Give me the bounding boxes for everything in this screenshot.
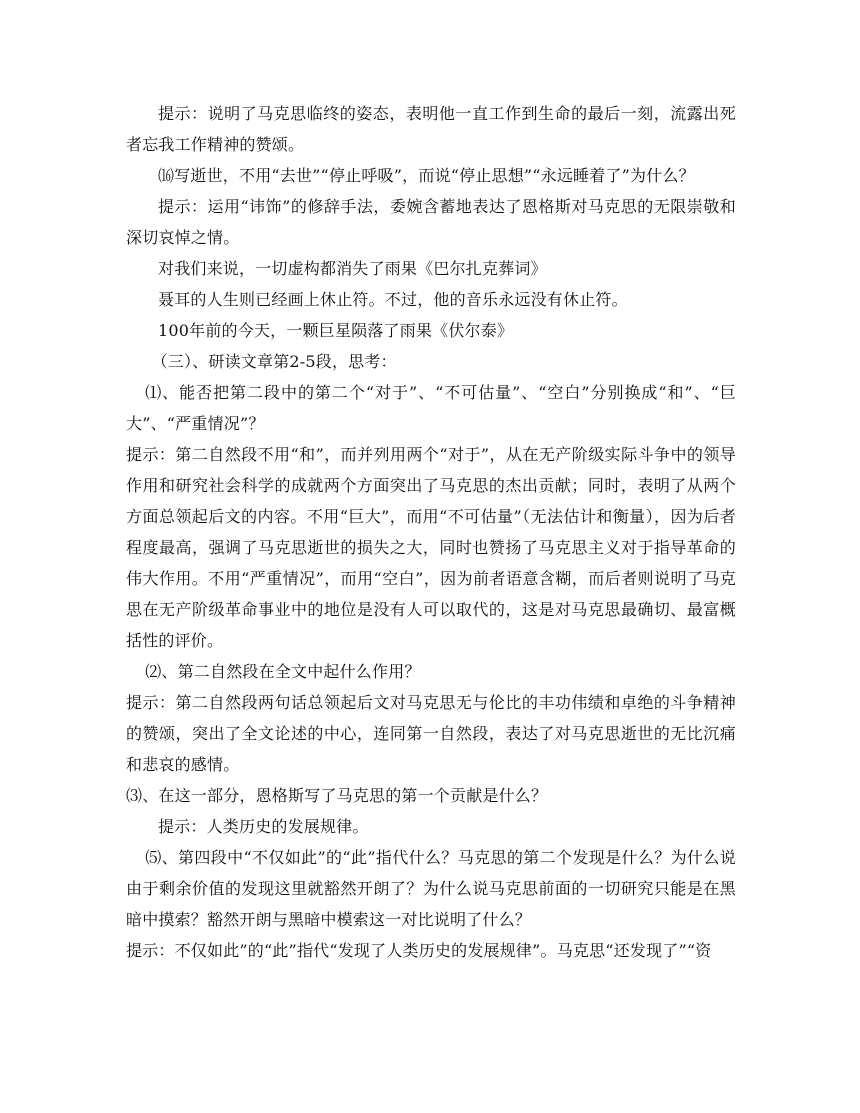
question-16-death-wording: ⒃写逝世，不用“去世”“停止呼吸”，而说“停止思想”“永远睡着了”为什么？ — [158, 166, 695, 185]
document-body — [126, 98, 736, 966]
paragraph-hint-paragraph-role: 提示：第二自然段两句话总领起后文对马克思无与伦比的丰功伟绩和卓绝的斗争精神的赞颂，突出了全文论述的中心，连同第一自然段，表达了对马克思逝世的无比沉痛和悲哀的感情。 — [126, 693, 736, 774]
paragraph-hint-history-law: 提示：人类历史的发展规律。 — [158, 817, 369, 836]
paragraph-hint-word-choice: 提示：第二自然段不用“和”，而并列用两个“对于”，从在无产阶级实际斗争中的领导作用和研究社会科学的成就两个方面突出了马克思的杰出贡献；同时，表明了从两个方面总领起后文的内容。不用“巨大”，而用“不可估量”（无法估计和衡量），因为后者程度最高，强调了马克思逝世的损失之大，同时也赞扬了马克思主义对于指导革命的伟大作用。不用“严重情况”，而用“空白”，因为前者语意含糊，而后者则说明了马克思在无产阶级革命事业中的地位是没有人可以取代的，这是对马克思最确切、最富概括性的评价。 — [126, 445, 736, 650]
question-1-word-choice: ⑴、能否把第二段中的第二个“对于”、“不可估量”、“空白”分别换成“和”、“巨大”、“严重情况”？ — [126, 383, 736, 433]
example-quote-balzac: 对我们来说，一切虚构都消失了雨果《巴尔扎克葬词》 — [158, 259, 547, 278]
question-3-first-contribution: ⑶、在这一部分，恩格斯写了马克思的第一个贡献是什么？ — [126, 786, 548, 805]
paragraph-hint-euphemism: 提示：运用“讳饰”的修辞手法，委婉含蓄地表达了恩格斯对马克思的无限崇敬和深切哀悼之情。 — [126, 197, 736, 247]
question-5-surplus-value: ⑸、第四段中“不仅如此”的“此”指代什么？马克思的第二个发现是什么？为什么说由于剩余价值的发现这里就豁然开朗了？为什么说马克思前面的一切研究只能是在黑暗中摸索？豁然开朗与黑暗中模索这一对比说明了什么？ — [126, 848, 736, 929]
paragraph-hint-final-posture: 提示：说明了马克思临终的姿态，表明他一直工作到生命的最后一刻，流露出死者忘我工作精神的赞颂。 — [126, 104, 736, 154]
section-heading-three: （三）、研读文章第2-5段，思考： — [151, 352, 397, 371]
example-quote-nie-er: 聂耳的人生则已经画上休止符。不过，他的音乐永远没有休止符。 — [158, 290, 628, 309]
question-2-paragraph-role: ⑵、第二自然段在全文中起什么作用？ — [145, 662, 421, 681]
paragraph-hint-surplus-value: 提示：不仅如此”的“此”指代“发现了人类历史的发展规律”。马克思“还发现了”“资 — [126, 941, 712, 960]
example-quote-voltaire: 100年前的今天，一颗巨星陨落了雨果《伏尔泰》 — [158, 321, 514, 340]
